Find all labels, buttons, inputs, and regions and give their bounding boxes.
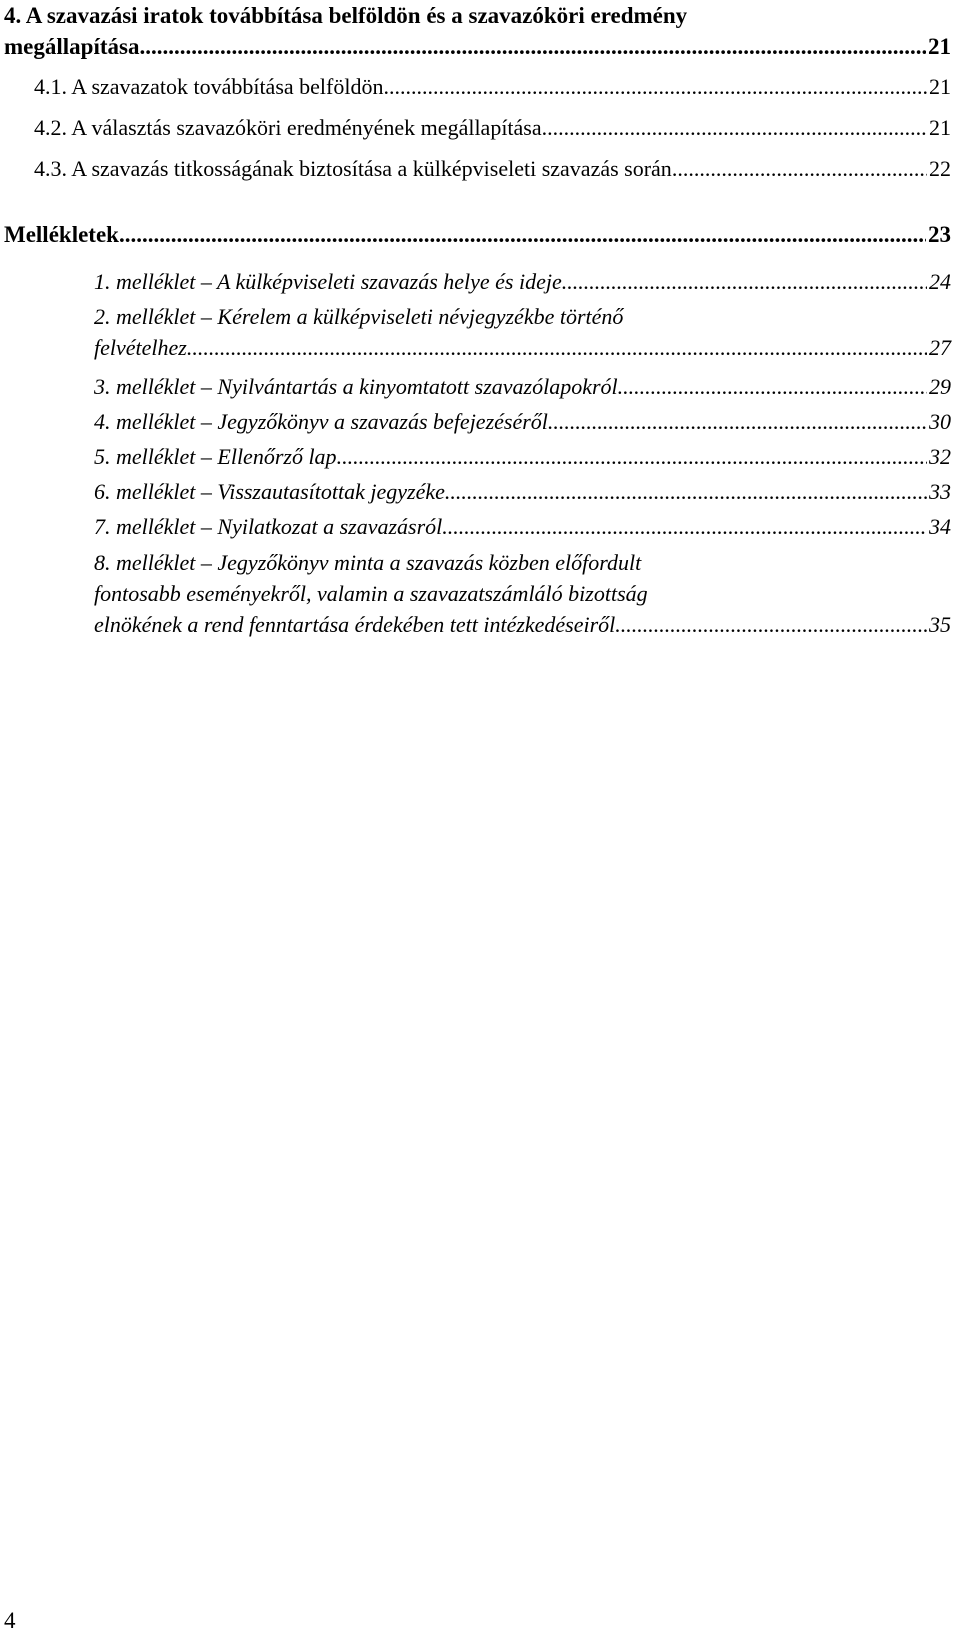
dot-leader	[618, 371, 927, 402]
footer-page-number: 4	[4, 1608, 16, 1633]
toc-page-number: 33	[929, 479, 951, 504]
toc-entry-appendix-8[interactable]	[94, 547, 951, 640]
dot-leader	[337, 441, 927, 472]
toc-entry-appendix-6[interactable]	[94, 476, 951, 507]
toc-entry-section-4-1[interactable]	[34, 71, 951, 102]
toc-entry-title: Mellékletek	[4, 222, 119, 247]
toc-entry-title: 1. melléklet – A külképviseleti szavazás helye és ideje	[94, 269, 562, 294]
dot-leader	[672, 153, 927, 184]
toc-page-number: 21	[928, 34, 951, 59]
toc-entry-title: 4. melléklet – Jegyzőkönyv a szavazás befejezéséről	[94, 409, 548, 434]
toc-entry-title: 3. melléklet – Nyilvántartás a kinyomtatott szavazólapokról	[94, 374, 618, 399]
toc-entry-title-line: felvételhez	[94, 335, 187, 360]
toc-page-number: 27	[929, 335, 951, 360]
toc-entry-title: 4.1. A szavazatok továbbítása belföldön	[34, 74, 384, 99]
dot-leader	[445, 476, 927, 507]
toc-page-number: 29	[929, 374, 951, 399]
toc-entry-title: 7. melléklet – Nyilatkozat a szavazásról	[94, 514, 443, 539]
dot-leader	[548, 406, 927, 437]
toc-entry-appendix-7[interactable]	[94, 511, 951, 542]
toc-page-number: 35	[929, 612, 951, 637]
toc-page-number: 32	[929, 444, 951, 469]
toc-entry-chapter-4[interactable]	[4, 0, 951, 62]
toc-entry-title-line: fontosabb eseményekről, valamin a szavazatszámláló bizottság	[94, 581, 648, 606]
toc-page-number: 22	[929, 156, 951, 181]
toc-page-number: 21	[929, 115, 951, 140]
toc-entry-title-line: 4. A szavazási iratok továbbítása belföldön és a szavazóköri eredmény	[4, 3, 688, 28]
toc-entry-section-4-2[interactable]	[34, 112, 951, 143]
dot-leader	[615, 609, 927, 640]
toc-entry-appendix-2[interactable]	[94, 301, 951, 363]
toc-entry-mellekletek[interactable]	[4, 219, 951, 250]
toc-entry-appendix-5[interactable]	[94, 441, 951, 472]
toc-entry-title-line: elnökének a rend fenntartása érdekében tett intézkedéseiről	[94, 612, 616, 637]
toc-entry-title: 6. melléklet – Visszautasítottak jegyzéke	[94, 479, 445, 504]
dot-leader	[383, 71, 927, 102]
toc-page-number: 21	[929, 74, 951, 99]
toc-entry-appendix-3[interactable]	[94, 371, 951, 402]
toc-entry-title-line: 8. melléklet – Jegyzőkönyv minta a szavazás közben előfordult	[94, 550, 642, 575]
dot-leader	[542, 112, 927, 143]
toc-page-number: 30	[929, 409, 951, 434]
toc-entry-title-line: megállapítása	[4, 34, 140, 59]
dot-leader	[442, 511, 927, 542]
toc-entry-section-4-3[interactable]	[34, 153, 951, 184]
toc-entry-title: 5. melléklet – Ellenőrző lap	[94, 444, 337, 469]
toc-entry-appendix-1[interactable]	[94, 266, 951, 297]
toc-entry-appendix-4[interactable]	[94, 406, 951, 437]
toc-page-number: 34	[929, 514, 951, 539]
dot-leader	[119, 219, 926, 250]
toc-entry-title: 4.3. A szavazás titkosságának biztosítása a külképviseleti szavazás során	[34, 156, 672, 181]
toc-page-number: 23	[928, 222, 951, 247]
dot-leader	[139, 31, 926, 62]
dot-leader	[562, 266, 927, 297]
dot-leader	[187, 332, 927, 363]
toc-entry-title-line: 2. melléklet – Kérelem a külképviseleti névjegyzékbe történő	[94, 304, 624, 329]
toc-page-number: 24	[929, 269, 951, 294]
toc-entry-title: 4.2. A választás szavazóköri eredményének megállapítása	[34, 115, 542, 140]
